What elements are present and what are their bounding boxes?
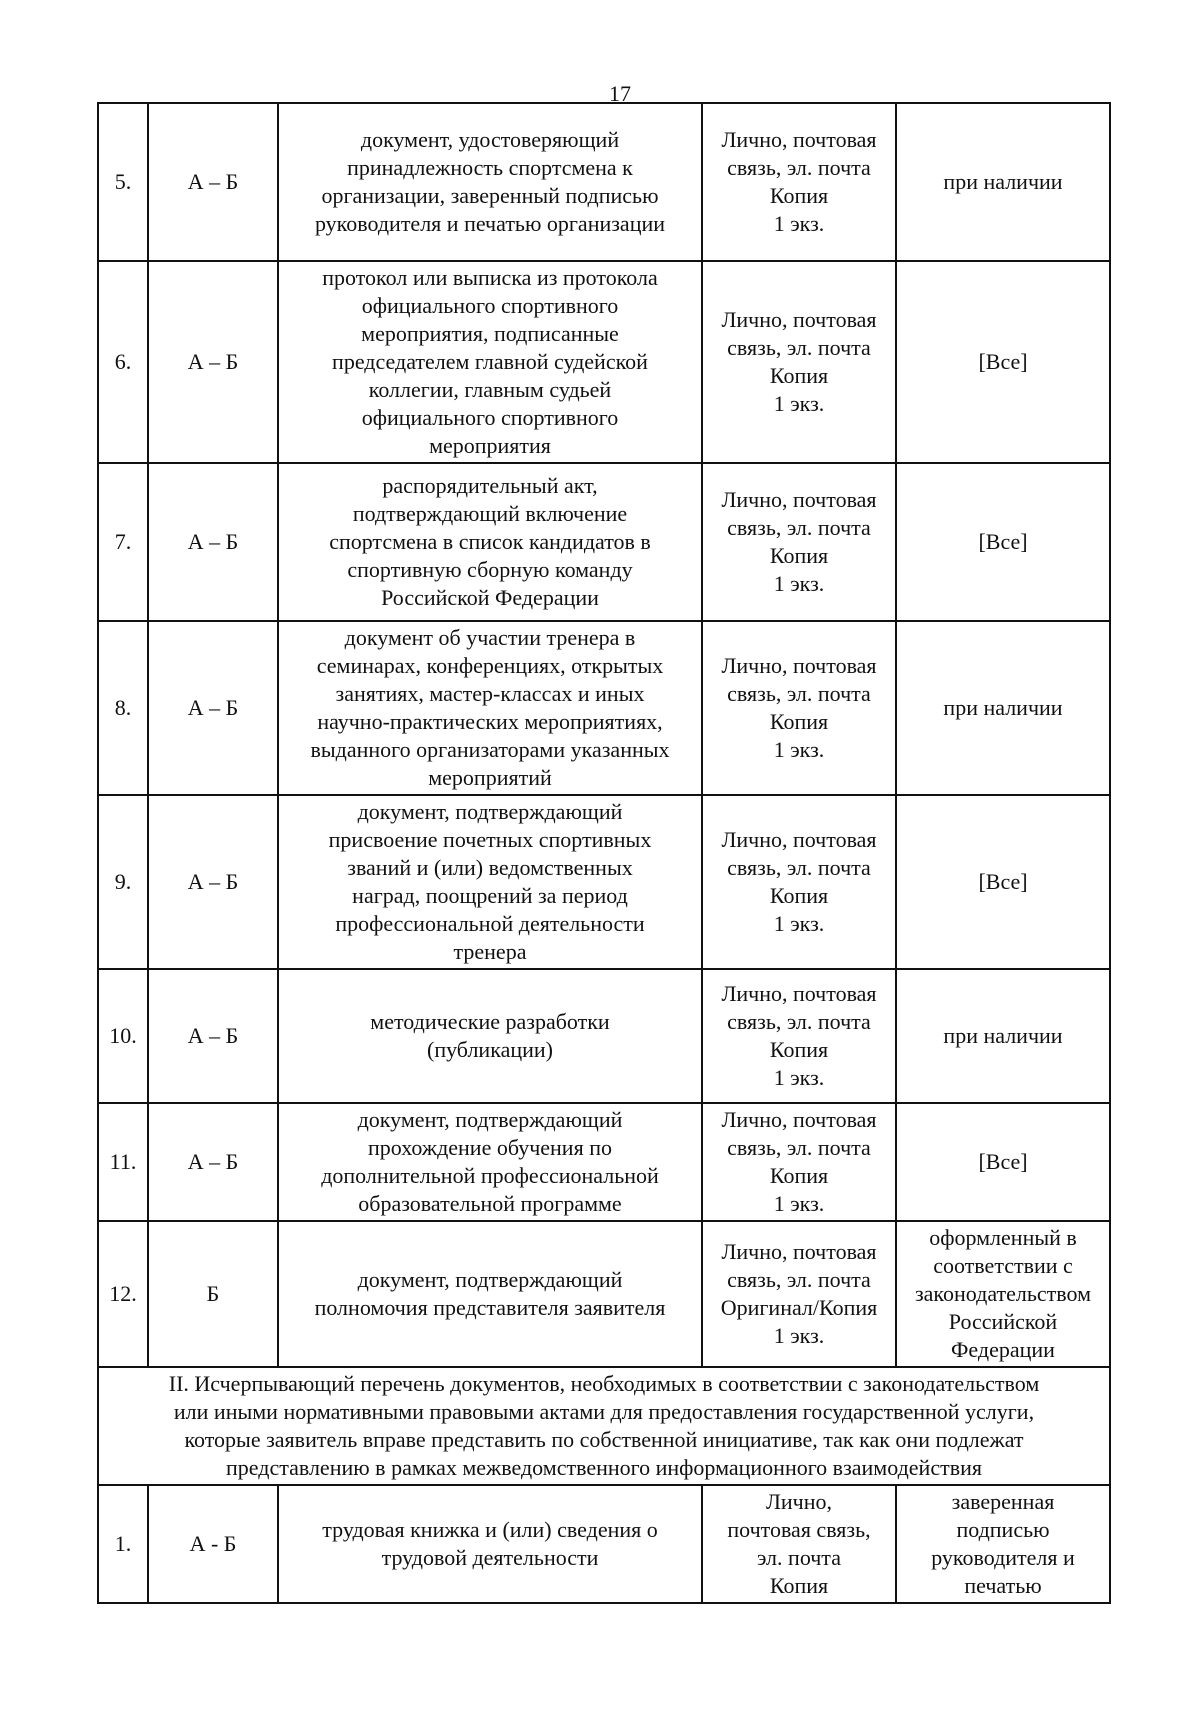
row-document xyxy=(278,1221,702,1367)
method-line: связь, эл. почта xyxy=(727,1267,871,1292)
method-line: эл. почта xyxy=(757,1545,841,1570)
method-line: Лично, почтовая xyxy=(721,487,877,512)
method-line: Лично, почтовая xyxy=(721,653,877,678)
row-note xyxy=(896,621,1110,795)
document-line: документ об участии тренера в xyxy=(344,625,636,650)
method-line: связь, эл. почта xyxy=(727,681,871,706)
section-heading-line: представлению в рамках межведомственного информационного взаимодействия xyxy=(226,1455,982,1480)
table-row xyxy=(98,795,1110,969)
method-line: Оригинал/Копия xyxy=(720,1295,878,1320)
document-line: мероприятия xyxy=(429,433,551,458)
document-line: подтверждающий включение xyxy=(352,501,628,526)
row-category: А – Б xyxy=(148,463,278,621)
document-line: руководителя и печатью организации xyxy=(314,211,666,236)
method-line: 1 экз. xyxy=(773,391,825,416)
row-number: 9. xyxy=(98,795,148,969)
document-line: официального спортивного xyxy=(361,405,619,430)
note-line: подписью xyxy=(956,1517,1050,1542)
row-note xyxy=(896,1485,1110,1603)
row-category: А – Б xyxy=(148,969,278,1103)
document-line: научно-практических мероприятиях, xyxy=(317,709,663,734)
section-heading-line: II. Исчерпывающий перечень документов, необходимых в соответствии с законодательством xyxy=(168,1371,1040,1396)
row-number: 1. xyxy=(98,1485,148,1603)
row-category: А – Б xyxy=(148,1103,278,1221)
document-line: семинарах, конференциях, открытых xyxy=(316,653,664,678)
note-line: Федерации xyxy=(951,1337,1055,1362)
row-note xyxy=(896,969,1110,1103)
row-document xyxy=(278,795,702,969)
row-category: А - Б xyxy=(148,1485,278,1603)
row-document xyxy=(278,621,702,795)
document-line: полномочия представителя заявителя xyxy=(314,1295,666,1320)
document-line: мероприятий xyxy=(428,765,552,790)
document-line: организации, заверенный подписью xyxy=(321,183,659,208)
row-number: 8. xyxy=(98,621,148,795)
method-line: Копия xyxy=(769,363,829,388)
row-document xyxy=(278,1103,702,1221)
row-note xyxy=(896,261,1110,463)
row-note xyxy=(896,795,1110,969)
method-line: 1 экз. xyxy=(773,571,825,596)
row-category: Б xyxy=(148,1221,278,1367)
document-line: прохождение обучения по xyxy=(368,1135,612,1160)
section-heading-row xyxy=(98,1367,1110,1485)
documents-table xyxy=(97,102,1111,1604)
document-line: выданного организаторами указанных xyxy=(310,737,670,762)
note-line: заверенная xyxy=(951,1489,1055,1514)
method-line: связь, эл. почта xyxy=(727,1009,871,1034)
row-submission-method xyxy=(702,261,896,463)
document-line: тренера xyxy=(453,939,527,964)
row-document xyxy=(278,969,702,1103)
method-line: Копия xyxy=(769,1037,829,1062)
document-line: трудовая книжка и (или) сведения о xyxy=(322,1517,658,1542)
row-note xyxy=(896,463,1110,621)
method-line: Копия xyxy=(769,1163,829,1188)
note-line: Российской xyxy=(948,1309,1058,1334)
row-category: А – Б xyxy=(148,261,278,463)
row-submission-method xyxy=(702,103,896,261)
document-line: методические разработки xyxy=(370,1009,610,1034)
note-line: руководителя и xyxy=(931,1545,1075,1570)
note-line: оформленный в xyxy=(929,1225,1077,1250)
row-category: А – Б xyxy=(148,795,278,969)
method-line: Копия xyxy=(769,543,829,568)
row-category: А – Б xyxy=(148,621,278,795)
note-line: законодательством xyxy=(914,1281,1092,1306)
row-number: 5. xyxy=(98,103,148,261)
row-number: 11. xyxy=(98,1103,148,1221)
document-line: трудовой деятельности xyxy=(381,1545,599,1570)
page-number: 17 xyxy=(609,81,631,106)
row-note xyxy=(896,1103,1110,1221)
section-heading xyxy=(98,1367,1110,1485)
row-submission-method xyxy=(702,1103,896,1221)
document-line: документ, подтверждающий xyxy=(357,1107,623,1132)
note-line: при наличии xyxy=(943,169,1063,194)
note-line: [Все] xyxy=(978,1149,1028,1174)
document-line: (публикации) xyxy=(427,1037,553,1062)
method-line: связь, эл. почта xyxy=(727,855,871,880)
method-line: почтовая связь, xyxy=(727,1517,871,1542)
note-line: при наличии xyxy=(943,1023,1063,1048)
document-line: присвоение почетных спортивных xyxy=(328,827,652,852)
method-line: связь, эл. почта xyxy=(727,155,871,180)
row-document xyxy=(278,463,702,621)
note-line: [Все] xyxy=(978,869,1028,894)
document-line: документ, подтверждающий xyxy=(357,1267,623,1292)
document-line: коллегии, главным судьей xyxy=(368,377,612,402)
documents-table-body xyxy=(98,103,1110,1603)
document-line: профессиональной деятельности xyxy=(335,911,645,936)
method-line: Лично, почтовая xyxy=(721,1107,877,1132)
document-line: образовательной программе xyxy=(358,1191,622,1216)
row-category: А – Б xyxy=(148,103,278,261)
row-number: 7. xyxy=(98,463,148,621)
method-line: Копия xyxy=(769,183,829,208)
table-row xyxy=(98,1485,1110,1603)
row-number: 12. xyxy=(98,1221,148,1367)
row-submission-method xyxy=(702,1485,896,1603)
note-line: [Все] xyxy=(978,349,1028,374)
row-number: 6. xyxy=(98,261,148,463)
row-document xyxy=(278,103,702,261)
document-line: дополнительной профессиональной xyxy=(321,1163,659,1188)
method-line: 1 экз. xyxy=(773,1065,825,1090)
note-line: печатью xyxy=(964,1573,1042,1598)
document-line: спортивную сборную команду xyxy=(347,557,633,582)
method-line: связь, эл. почта xyxy=(727,335,871,360)
row-document xyxy=(278,261,702,463)
method-line: 1 экз. xyxy=(773,911,825,936)
row-note xyxy=(896,1221,1110,1367)
row-submission-method xyxy=(702,463,896,621)
note-line: соответствии с xyxy=(933,1253,1073,1278)
method-line: 1 экз. xyxy=(773,1191,825,1216)
method-line: Лично, xyxy=(765,1489,833,1514)
document-line: документ, подтверждающий xyxy=(357,799,623,824)
document-line: протокол или выписка из протокола xyxy=(322,265,658,290)
note-line: [Все] xyxy=(978,529,1028,554)
document-line: наград, поощрений за период xyxy=(352,883,628,908)
row-submission-method xyxy=(702,621,896,795)
table-row xyxy=(98,103,1110,261)
method-line: Копия xyxy=(769,883,829,908)
row-note xyxy=(896,103,1110,261)
method-line: Копия xyxy=(769,709,829,734)
method-line: связь, эл. почта xyxy=(727,1135,871,1160)
method-line: Лично, почтовая xyxy=(721,827,877,852)
note-line: при наличии xyxy=(943,695,1063,720)
table-row xyxy=(98,969,1110,1103)
method-line: Лично, почтовая xyxy=(721,307,877,332)
method-line: Лично, почтовая xyxy=(721,981,877,1006)
row-number: 10. xyxy=(98,969,148,1103)
row-submission-method xyxy=(702,969,896,1103)
document-line: принадлежность спортсмена к xyxy=(347,155,633,180)
row-document xyxy=(278,1485,702,1603)
table-row xyxy=(98,463,1110,621)
table-row xyxy=(98,621,1110,795)
row-submission-method xyxy=(702,1221,896,1367)
method-line: Лично, почтовая xyxy=(721,1239,877,1264)
method-line: 1 экз. xyxy=(773,211,825,236)
row-submission-method xyxy=(702,795,896,969)
section-heading-line: которые заявитель вправе представить по собственной инициативе, так как они подлежат xyxy=(184,1427,1024,1452)
document-line: званий и (или) ведомственных xyxy=(347,855,633,880)
method-line: Копия xyxy=(769,1573,829,1598)
table-row xyxy=(98,261,1110,463)
method-line: Лично, почтовая xyxy=(721,127,877,152)
document-line: официального спортивного xyxy=(361,293,619,318)
method-line: 1 экз. xyxy=(773,737,825,762)
method-line: связь, эл. почта xyxy=(727,515,871,540)
document-line: мероприятия, подписанные xyxy=(361,321,619,346)
table-row xyxy=(98,1221,1110,1367)
section-heading-line: или иными нормативными правовыми актами для предоставления государственной услуги, xyxy=(173,1399,1035,1424)
document-line: документ, удостоверяющий xyxy=(360,127,620,152)
table-row xyxy=(98,1103,1110,1221)
document-line: занятиях, мастер-классах и иных xyxy=(335,681,645,706)
document-line: спортсмена в список кандидатов в xyxy=(329,529,651,554)
document-line: председателем главной судейской xyxy=(332,349,648,374)
method-line: 1 экз. xyxy=(773,1323,825,1348)
document-line: распорядительный акт, xyxy=(382,473,598,498)
document-line: Российской Федерации xyxy=(381,585,599,610)
